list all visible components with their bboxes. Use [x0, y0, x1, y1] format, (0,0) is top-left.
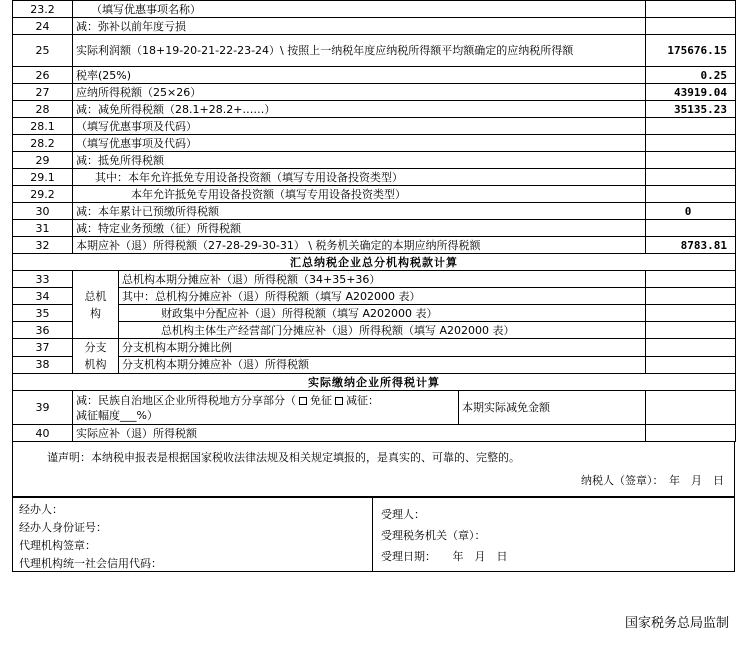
row-amount[interactable] [646, 186, 736, 203]
table-row [13, 101, 736, 118]
row-amount[interactable] [646, 271, 736, 288]
row-number: 26 [13, 67, 73, 84]
row-label: 分支机构本期分摊比例 [119, 339, 646, 357]
acceptance-info [373, 498, 734, 571]
row-number: 33 [13, 271, 73, 288]
row-amount[interactable] [646, 169, 736, 186]
row-label: 本年允许抵免专用设备投资额（填写专用设备投资类型） [73, 186, 646, 203]
row-number: 29.2 [13, 186, 73, 203]
row-label: 税率(25%) [73, 67, 646, 84]
row-label: 总机构本期分摊应补（退）所得税额（34+35+36） [119, 271, 646, 288]
group-label-main: 总机构 [73, 271, 119, 339]
row-label: 减：弥补以前年度亏损 [73, 18, 646, 35]
table-row [13, 237, 736, 254]
row-amount[interactable] [646, 425, 736, 442]
row-number: 38 [13, 356, 73, 374]
table-row [13, 18, 736, 35]
row-label: 其中：总机构分摊应补（退）所得税额（填写 A202000 表） [119, 288, 646, 305]
taxpayer-signature[interactable]: 纳税人（签章）： 年 月 日 [581, 474, 724, 487]
table-row [13, 169, 736, 186]
row-amount[interactable]: 0.25 [646, 67, 736, 84]
row-amount[interactable] [646, 339, 736, 357]
row-amount[interactable] [646, 118, 736, 135]
row-label: 减：减免所得税额（28.1+28.2+……） [73, 101, 646, 118]
agency-credit-code-field[interactable]: 代理机构统一社会信用代码： [19, 557, 162, 570]
table-row [13, 356, 736, 374]
row-number: 34 [13, 288, 73, 305]
row-label: 总机构主体生产经营部门分摊应补（退）所得税额（填写 A202000 表） [119, 322, 646, 339]
row-label: 分支机构本期分摊应补（退）所得税额 [119, 356, 646, 374]
row-number: 28 [13, 101, 73, 118]
section-title: 实际缴纳企业所得税计算 [13, 374, 736, 391]
table-row [13, 391, 736, 425]
table-row [13, 84, 736, 101]
row-amount[interactable]: 0 [646, 203, 736, 220]
table-row [13, 305, 736, 322]
row-label-39 [73, 391, 459, 425]
row-number: 31 [13, 220, 73, 237]
table-row [13, 339, 736, 357]
row-label: 减：特定业务预缴（征）所得税额 [73, 220, 646, 237]
tax-return-form [12, 0, 735, 572]
row-label: （填写优惠事项名称） [73, 1, 646, 18]
row-amount[interactable]: 35135.23 [646, 101, 736, 118]
declaration-box [12, 442, 735, 497]
reduce-rate-label: 减征幅度___%） [76, 408, 158, 422]
table-row [13, 425, 736, 442]
row-label: 财政集中分配应补（退）所得税额（填写 A202000 表） [119, 305, 646, 322]
row-label: 减：抵免所得税额 [73, 152, 646, 169]
row-amount[interactable] [646, 135, 736, 152]
row-amount[interactable] [646, 356, 736, 374]
actual-reduction-label: 本期实际减免金额 [459, 391, 646, 425]
row-number: 32 [13, 237, 73, 254]
row-amount[interactable] [646, 305, 736, 322]
row-label: 实际应补（退）所得税额 [73, 425, 646, 442]
row-number: 27 [13, 84, 73, 101]
table-row [13, 186, 736, 203]
acceptance-date-field[interactable]: 受理日期： 年 月 日 [381, 550, 508, 563]
table-row [13, 288, 736, 305]
row-amount[interactable] [646, 220, 736, 237]
section-title: 汇总纳税企业总分机构税款计算 [13, 254, 736, 271]
row-number: 23.2 [13, 1, 73, 18]
table-row [13, 1, 736, 18]
row-amount[interactable]: 43919.04 [646, 84, 736, 101]
tax-table [12, 0, 736, 442]
handler-id-field[interactable]: 经办人身份证号： [19, 521, 107, 534]
table-row [13, 152, 736, 169]
table-row [13, 322, 736, 339]
row-number: 30 [13, 203, 73, 220]
row-amount[interactable]: 175676.15 [646, 35, 736, 67]
exempt-checkbox[interactable] [299, 397, 307, 405]
declaration-text: 谨声明：本纳税申报表是根据国家税收法律法规及相关规定填报的，是真实的、可靠的、完整的。 [47, 451, 520, 464]
row-label-part: 减：民族自治地区企业所得税地方分享部分（ [76, 393, 296, 407]
section-header [13, 254, 736, 271]
acceptor-field[interactable]: 受理人： [381, 508, 425, 521]
reduce-label: 减征： [346, 393, 379, 407]
row-number: 39 [13, 391, 73, 425]
table-row [13, 135, 736, 152]
row-number: 35 [13, 305, 73, 322]
handler-field[interactable]: 经办人： [19, 503, 63, 516]
footer-supervisor: 国家税务总局监制 [624, 616, 729, 631]
row-label: （填写优惠事项及代码） [73, 135, 646, 152]
signature-area [12, 497, 735, 572]
row-amount[interactable] [646, 152, 736, 169]
row-amount[interactable] [646, 322, 736, 339]
group-label-branch: 分支机构 [73, 339, 119, 374]
row-label: 其中：本年允许抵免专用设备投资额（填写专用设备投资类型） [73, 169, 646, 186]
row-number: 40 [13, 425, 73, 442]
row-label: 减：本年累计已预缴所得税额 [73, 203, 646, 220]
row-amount[interactable] [646, 18, 736, 35]
reduce-checkbox[interactable] [335, 397, 343, 405]
row-label: 实际利润额（18+19-20-21-22-23-24）\ 按照上一纳税年度应纳税所得额平均额确定的应纳税所得额 [73, 35, 646, 67]
row-amount[interactable]: 8783.81 [646, 237, 736, 254]
row-amount[interactable] [646, 391, 736, 425]
row-number: 29.1 [13, 169, 73, 186]
section-header [13, 374, 736, 391]
exempt-label: 免征 [310, 393, 332, 407]
row-amount[interactable] [646, 288, 736, 305]
table-row [13, 220, 736, 237]
row-number: 28.2 [13, 135, 73, 152]
table-row [13, 118, 736, 135]
table-row [13, 271, 736, 288]
row-number: 24 [13, 18, 73, 35]
row-number: 29 [13, 152, 73, 169]
row-number: 25 [13, 35, 73, 67]
row-label: 应纳所得税额（25×26） [73, 84, 646, 101]
row-label: （填写优惠事项及代码） [73, 118, 646, 135]
tax-authority-field[interactable]: 受理税务机关（章）： [381, 529, 486, 542]
agent-info [13, 498, 373, 571]
row-label: 本期应补（退）所得税额（27-28-29-30-31） \ 税务机关确定的本期应纳所得税额 [73, 237, 646, 254]
table-row [13, 35, 736, 67]
row-number: 37 [13, 339, 73, 357]
table-row [13, 67, 736, 84]
row-amount[interactable] [646, 1, 736, 18]
agency-seal-field[interactable]: 代理机构签章： [19, 539, 96, 552]
table-row [13, 203, 736, 220]
row-number: 28.1 [13, 118, 73, 135]
row-number: 36 [13, 322, 73, 339]
